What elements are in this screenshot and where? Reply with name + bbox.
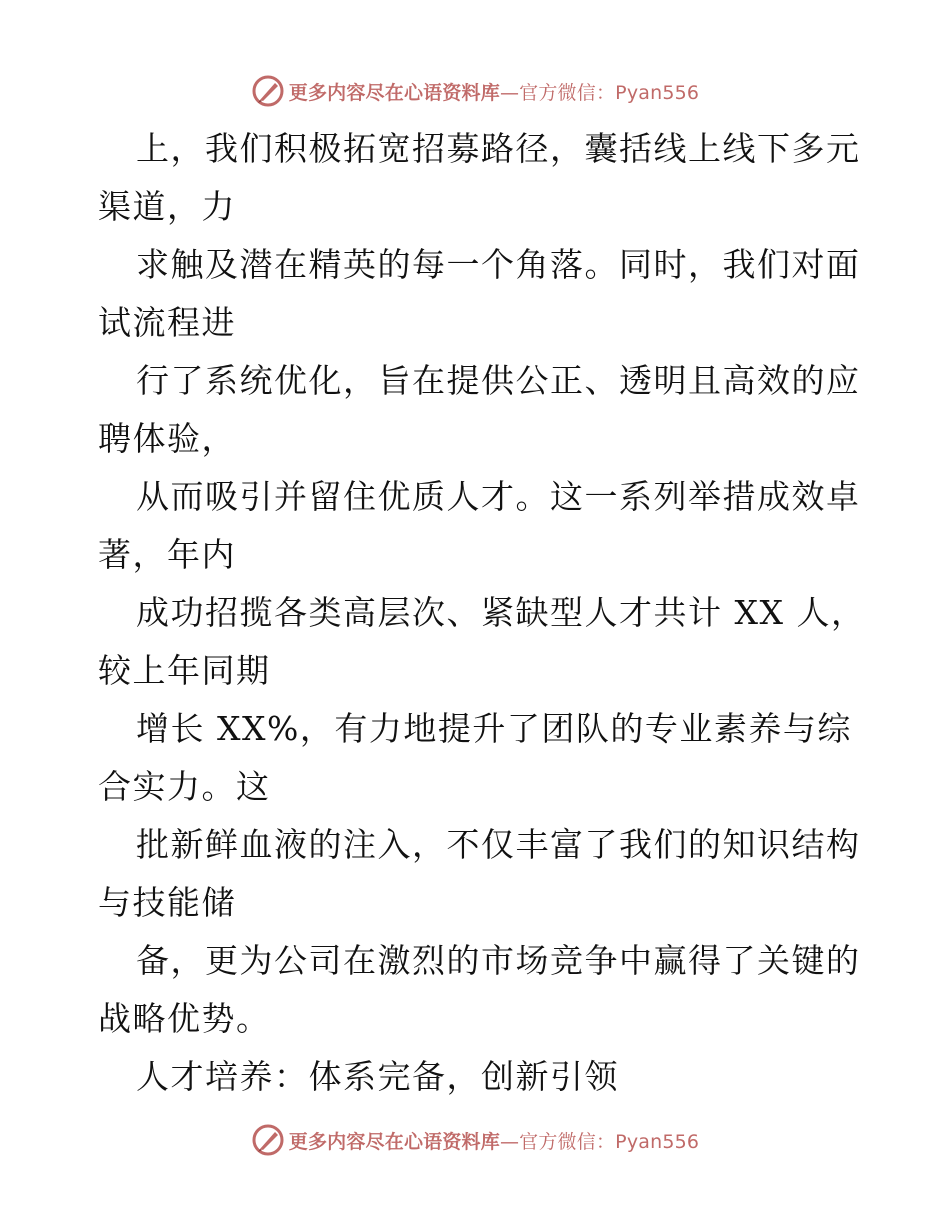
header-watermark: [0, 73, 950, 109]
watermark-text: 更多内容尽在心语资料库—官方微信：Pyan556: [288, 81, 700, 104]
text-line: 试流程进: [98, 303, 236, 342]
section-heading-text: 人才培养：体系完备，创新引领: [136, 1057, 619, 1096]
text-line: 备，更为公司在激烈的市场竞争中赢得了关键的: [136, 941, 861, 980]
paragraph-6: [0, 700, 950, 816]
paragraph-4: [0, 468, 950, 584]
text-line: 较上年同期: [98, 651, 271, 690]
text-line: 聘体验，: [98, 419, 236, 458]
text-line: 上，我们积极拓宽招募路径，囊括线上线下多元: [136, 129, 861, 168]
text-line: 成功招揽各类高层次、紧缺型人才共计 XX 人，: [136, 593, 866, 632]
quill-logo-icon: [251, 1123, 285, 1157]
text-line: 战略优势。: [98, 999, 271, 1038]
quill-logo-icon: [251, 74, 285, 108]
text-line: 从而吸引并留住优质人才。这一系列举措成效卓: [136, 477, 861, 516]
footer-watermark: [0, 1122, 950, 1158]
text-line: 批新鲜血液的注入，不仅丰富了我们的知识结构: [136, 825, 861, 864]
paragraph-1: [0, 120, 950, 236]
paragraph-8: [0, 932, 950, 1048]
watermark-text: 更多内容尽在心语资料库—官方微信：Pyan556: [288, 1130, 700, 1153]
paragraph-2: [0, 236, 950, 352]
text-line: 合实力。这: [98, 767, 271, 806]
section-heading: [0, 1048, 950, 1106]
document-body: [0, 120, 950, 1106]
paragraph-5: [0, 584, 950, 700]
paragraph-7: [0, 816, 950, 932]
text-line: 渠道，力: [98, 187, 236, 226]
text-line: 增长 XX%，有力地提升了团队的专业素养与综: [136, 709, 852, 748]
text-line: 行了系统优化，旨在提供公正、透明且高效的应: [136, 361, 861, 400]
text-line: 求触及潜在精英的每一个角落。同时，我们对面: [136, 245, 861, 284]
text-line: 与技能储: [98, 883, 236, 922]
paragraph-3: [0, 352, 950, 468]
text-line: 著，年内: [98, 535, 236, 574]
